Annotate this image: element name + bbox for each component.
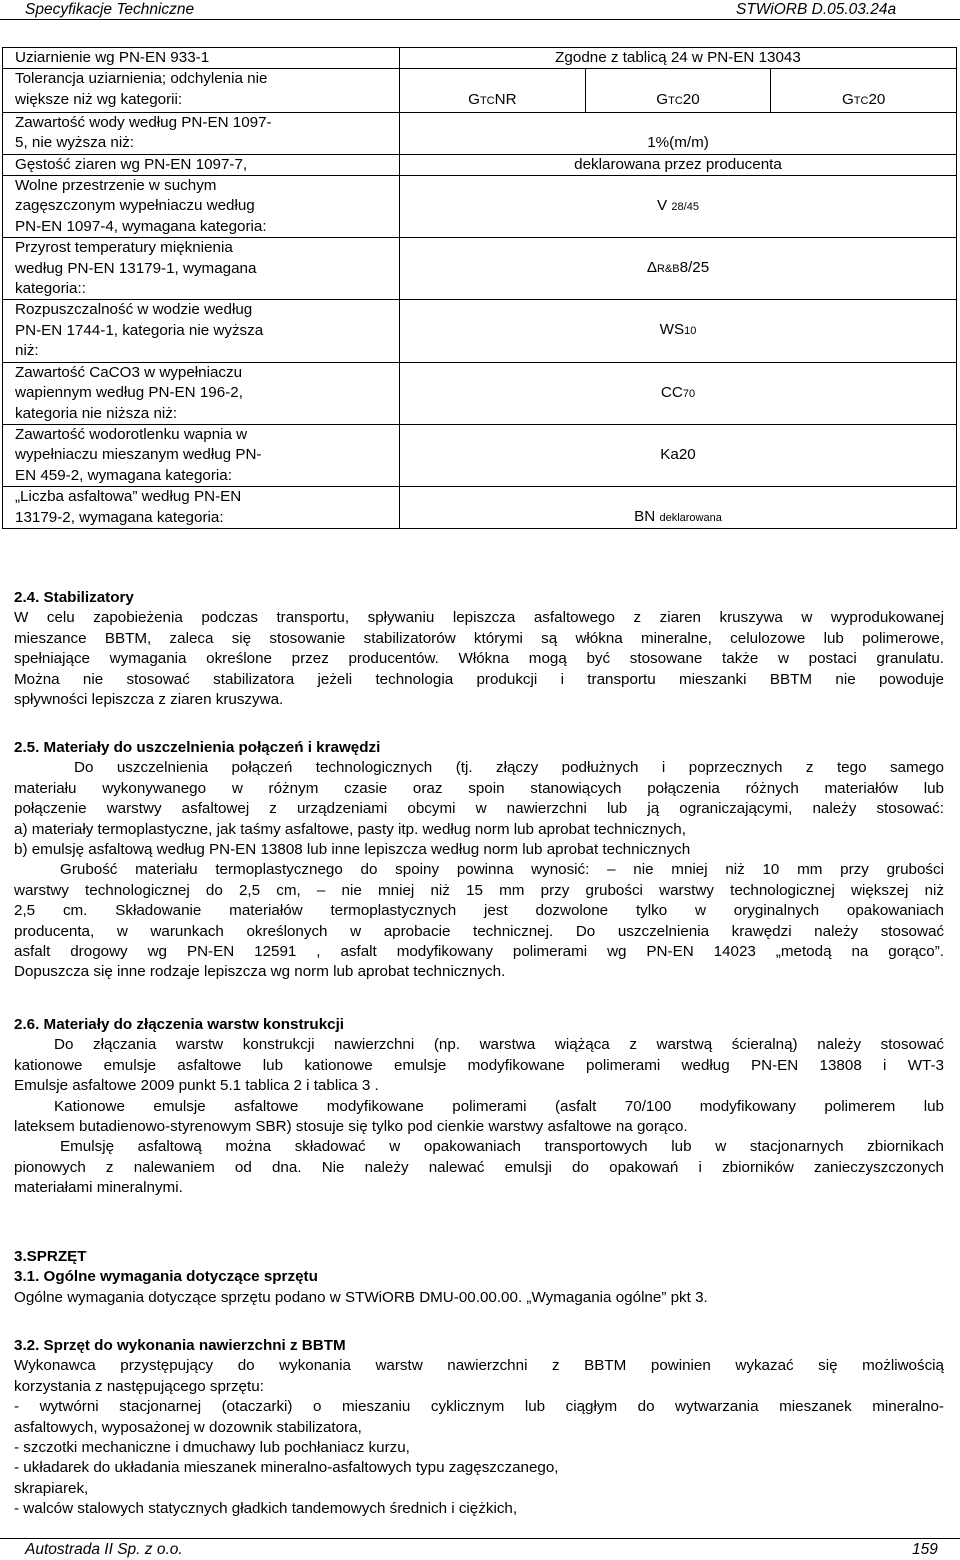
row-value: BN deklarowana: [400, 487, 957, 529]
paragraph-line: producenta, w warunkach określonych w aprobacie technicznej. Do uszczelnienia krawędzi należy stosować: [14, 922, 944, 940]
row-label: Rozpuszczalność w wodzie według PN-EN 1744-1, kategoria nie wyższa niż:: [3, 300, 400, 362]
table-row: [3, 112, 957, 154]
list-item: skrapiarek,: [14, 1479, 89, 1497]
paragraph-line: 2,5 cm. Składowanie materiałów termoplastycznych jest dozwolone tylko w oryginalnych opakowaniach: [14, 902, 944, 920]
list-item: - walców stalowych statycznych gładkich tandemowych średnich i ciężkich,: [14, 1500, 518, 1518]
table-row: [3, 300, 957, 362]
row-value: V 28/45: [400, 176, 957, 238]
paragraph-line: Dopuszcza się inne rodzaje lepiszcza wg norm lub aprobat technicznych.: [14, 963, 506, 981]
paragraph-line: materiałami mineralnymi.: [14, 1179, 183, 1197]
row-label: Zawartość CaCO3 w wypełniaczu wapiennym według PN-EN 196-2, kategoria nie niższa niż:: [3, 362, 400, 424]
row-value: deklarowana przez producenta: [400, 154, 957, 175]
paragraph-line: W celu zapobieżenia podczas transportu, spływaniu lepiszcza asfaltowego z ziaren kruszywa w wyprodukowanej: [14, 609, 944, 627]
paragraph-line: Emulsję asfaltową można składować w opakowaniach transportowych lub w stacjonarnych zbiornikach: [60, 1138, 944, 1156]
table-row: [3, 487, 957, 529]
paragraph-line: asfalt drogowy wg PN-EN 12591 , asfalt modyfikowany polimerami wg PN-EN 14023 „metodą na gorąco”.: [14, 943, 944, 961]
row-value: WS10: [400, 300, 957, 362]
page-header: [0, 0, 960, 19]
list-item: asfaltowych, wyposażonej w dozownik stabilizatora,: [14, 1418, 362, 1436]
section-3: [14, 1247, 944, 1308]
row-value: ΔR&B8/25: [400, 238, 957, 300]
section-2-4: [14, 588, 944, 710]
paragraph-line: mieszance BBTM, zaleca się stosowanie stabilizatorów którymi są włókna mineralne, celulozowe lub polimerowe,: [14, 629, 944, 647]
section-2-6: [14, 1015, 944, 1199]
row-value: Zgodne z tablicą 24 w PN-EN 13043: [400, 48, 957, 69]
paragraph-line: pionowych z nalewaniem od dna. Nie należy nalewać emulsji do opakowań i zbiorników zanieczyszczonych: [14, 1158, 944, 1176]
paragraph-line: Kationowe emulsje asfaltowe modyfikowane polimerami (asfalt 70/100 modyfikowany polimerem lub: [54, 1097, 944, 1115]
footer-divider: [0, 1538, 960, 1539]
list-item: - układarek do układania mieszanek mineralno-asfaltowych typu zagęszczanego,: [14, 1459, 559, 1477]
paragraph-line: lateksem butadienowo-styrenowym SBR) stosuje się tylko pod cienkie warstwy asfaltowe na gorąco.: [14, 1118, 688, 1136]
paragraph-line: Emulsje asfaltowe 2009 punkt 5.1 tablica 2 i tablica 3 .: [14, 1077, 379, 1095]
paragraph-line: materiału wykonywanego w różnym czasie oraz spoin stanowiących połączenia różnych materiałów lub: [14, 779, 944, 797]
section-title: 3.1. Ogólne wymagania dotyczące sprzętu: [14, 1268, 318, 1286]
paragraph-line: Grubość materiału termoplastycznego do spoiny powinna wynosić: – nie mniej niż 10 mm przy grubości: [60, 861, 944, 879]
paragraph-line: Ogólne wymagania dotyczące sprzętu podano w STWiORB DMU-00.00.00. „Wymagania ogólne” pkt 3.: [14, 1288, 708, 1306]
table-row: [3, 154, 957, 175]
paragraph-line: Wykonawca przystępujący do wykonania warstw nawierzchni z BBTM powinien wykazać się możliwością: [14, 1357, 944, 1375]
page-number: 159: [912, 1541, 938, 1558]
paragraph-line: warstwy technologicznej do 2,5 cm, – nie mniej niż 15 mm przy grubości warstwy technologicznej większej niż: [14, 881, 944, 899]
chapter-title: 3.SPRZĘT: [14, 1248, 87, 1265]
section-title: 2.6. Materiały do złączenia warstw konstrukcji: [14, 1016, 345, 1033]
row-label: Gęstość ziaren wg PN-EN 1097-7,: [3, 154, 400, 175]
table-row: [3, 424, 957, 486]
header-doc-code: STWiORB D.05.03.24a: [736, 1, 897, 18]
row-label: „Liczba asfaltowa” według PN-EN 13179-2, wymagana kategoria:: [3, 487, 400, 529]
paragraph-line: spełniające wymagania określone przez producentów. Włókna mogą być stosowane także w postaci granulatu.: [14, 650, 944, 668]
table-row: [3, 48, 957, 69]
row-label: Przyrost temperatury mięknienia według PN-EN 13179-1, wymagana kategoria::: [3, 238, 400, 300]
row-label: Zawartość wody według PN-EN 1097- 5, nie wyższa niż:: [3, 112, 400, 154]
paragraph-line: Można nie stosować stabilizatora jeżeli technologia produkcji i transportu mieszanki BBTM nie powoduje: [14, 670, 944, 688]
paragraph-line: Do złączania warstw konstrukcji nawierzchni (np. warstwa wiążąca z warstwą ścieralną) należy stosować: [54, 1036, 944, 1054]
paragraph-line: połączenie warstwy asfaltowej z urządzeniami obcymi w nawierzchni lub ją ograniczającymi, należy stosować:: [14, 800, 944, 818]
section-2-5: [14, 738, 944, 983]
paragraph-line: Do uszczelnienia połączeń technologicznych (tj. złączy podłużnych i poprzecznych z tego samego: [74, 759, 944, 777]
list-item: - szczotki mechaniczne i dmuchawy lub pochłaniacz kurzu,: [14, 1439, 410, 1457]
table-row: [3, 69, 957, 112]
section-title: 2.5. Materiały do uszczelnienia połączeń i krawędzi: [14, 739, 381, 756]
row-label: Wolne przestrzenie w suchym zagęszczonym wypełniaczu według PN-EN 1097-4, wymagana kategoria:: [3, 176, 400, 238]
list-item: b) emulsję asfaltową według PN-EN 13808 lub inne lepiszcza według norm lub aprobat technicznych: [14, 841, 691, 859]
section-title: 3.2. Sprzęt do wykonania nawierzchni z BBTM: [14, 1337, 346, 1354]
section-3-2: [14, 1336, 944, 1520]
paragraph-line: korzystania z następującego sprzętu:: [14, 1377, 264, 1395]
paragraph-line: kationowe emulsje asfaltowe lub kationowe emulsje modyfikowane polimerami według PN-EN 13808 i WT-3: [14, 1056, 944, 1074]
table-row: [3, 176, 957, 238]
header-divider: [0, 19, 960, 20]
row-label: Uziarnienie wg PN-EN 933-1: [3, 48, 400, 69]
table-row: [3, 362, 957, 424]
row-value-grid: GTCNR GTC20 GTC20: [400, 69, 957, 112]
list-item: a) materiały termoplastyczne, jak taśmy asfaltowe, pasty itp. według norm lub aprobat technicznych,: [14, 820, 686, 838]
header-title: Specyfikacje Techniczne: [25, 1, 195, 18]
footer-company: Autostrada II Sp. z o.o.: [25, 1541, 183, 1558]
paragraph-line: spływności lepiszcza z ziaren kruszywa.: [14, 691, 284, 709]
section-title: 2.4. Stabilizatory: [14, 589, 134, 606]
row-value: 1%(m/m): [400, 112, 957, 154]
table-row: [3, 238, 957, 300]
row-value: CC70: [400, 362, 957, 424]
row-value: Ka20: [400, 424, 957, 486]
list-item: - wytwórni stacjonarnej (otaczarki) o mieszaniu cyklicznym lub ciągłym do wytwarzania mieszanek mineralno-: [14, 1398, 944, 1416]
spec-table: [2, 47, 957, 529]
row-label: Zawartość wodorotlenku wapnia w wypełniaczu mieszanym według PN- EN 459-2, wymagana kategoria:: [3, 424, 400, 486]
row-label: Tolerancja uziarnienia; odchylenia nie większe niż wg kategorii:: [3, 69, 400, 112]
